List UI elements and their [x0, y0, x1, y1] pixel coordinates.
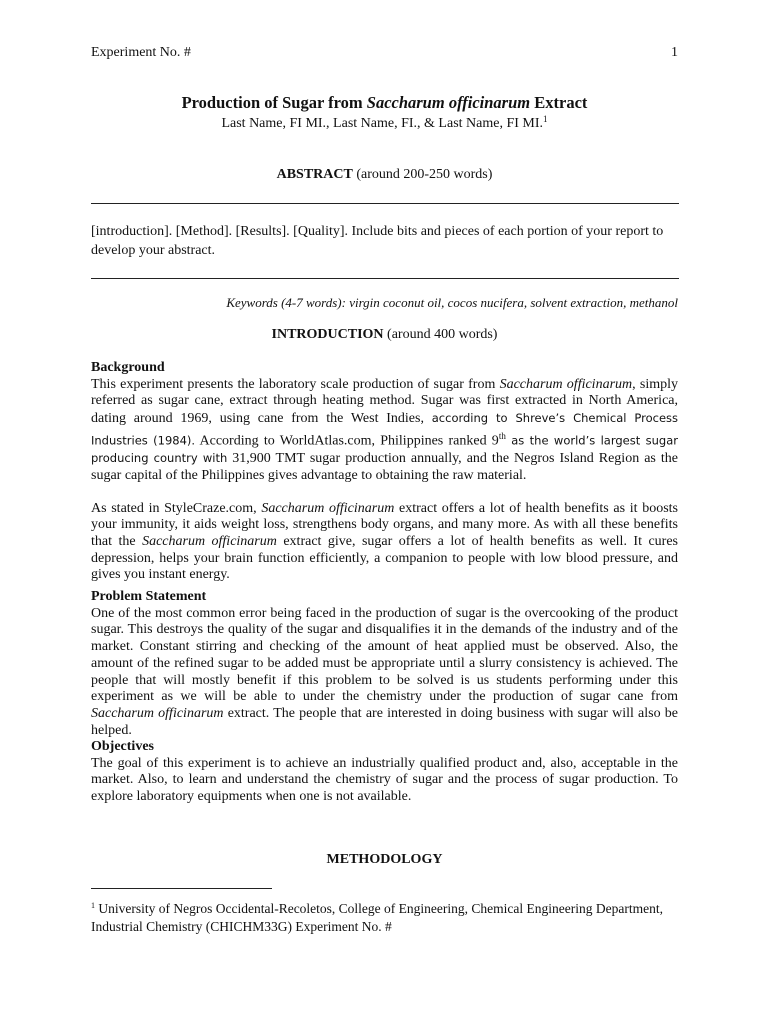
bg-p1-text-b: , simply referred as sugar cane, extract through heating method. Sugar was first extracted in North America, dating around 1969, using cane from the West Indies,	[91, 376, 678, 427]
background-heading: Background	[91, 360, 165, 375]
bg-p2-species-1: Saccharum officinarum	[261, 500, 395, 516]
methodology-heading: METHODOLOGY	[326, 852, 443, 867]
author-line	[91, 114, 678, 132]
abstract-note: (around 200-250 words)	[352, 167, 493, 182]
objectives-heading: Objectives	[91, 739, 154, 754]
author-footnote-marker: 1	[543, 114, 548, 124]
bg-p1-text-d: According to WorldAtlas.com, Philippines ranked 9	[195, 433, 499, 449]
background-paragraph-2	[91, 501, 678, 585]
bg-p2-text-a: As stated in StyleCraze.com,	[91, 500, 262, 516]
running-header	[91, 45, 678, 61]
bg-p1-ordinal: th	[498, 430, 506, 441]
page-number: 1	[671, 45, 678, 60]
bg-p1-text-f: 31,900 TMT sugar production annually, and the Negros Island Region as the sugar capital of the Philippines gives advantage to obtaining the raw material.	[91, 451, 679, 483]
objectives-paragraph: The goal of this experiment is to achieve an industrially qualified product and, also, acceptable in the market. Also, to learn and understand the chemistry of sugar and the process of sugar production. To explore laboratory equipments when one is not available.	[91, 755, 678, 805]
bg-p1-text-e: as the world’s largest sugar producing country with	[91, 433, 678, 466]
paper-title	[91, 93, 678, 113]
bg-p1-species: Saccharum officinarum	[499, 376, 633, 392]
problem-statement-paragraph	[91, 606, 678, 740]
footnote-marker: 1	[91, 901, 95, 910]
bg-p1-text-a: This experiment presents the laboratory scale production of sugar from	[91, 376, 500, 392]
author-names: Last Name, FI MI., Last Name, FI., & Last Name, FI MI.	[221, 116, 544, 131]
keywords-line: Keywords (4-7 words): virgin coconut oil, cocos nucifera, solvent extraction, methanol	[226, 295, 678, 310]
title-species: Saccharum officinarum	[366, 93, 531, 112]
footnote	[91, 897, 678, 936]
abstract-bottom-rule	[91, 278, 679, 279]
bg-p1-citation: according to Shreve’s Chemical Process Industries (1984).	[91, 411, 678, 448]
title-prefix: Production of Sugar from	[181, 93, 367, 112]
problem-statement-heading: Problem Statement	[91, 589, 207, 604]
footnote-separator	[91, 888, 272, 889]
problem-text-a: One of the most common error being faced in the production of sugar is the overcooking of the product sugar. This destroys the quality of the sugar and disqualifies it in the demands of the industry and of the market. Constant stirring and checking of the amount of heat applied must be observed. Also, the amount of the refined sugar to be added must be appropriate until a slurry consistency is achieved. The people that will mostly benefit if this problem to be solved is us students performing under this experiment as we will be able to under the chemistry under the production of sugar cane from	[91, 605, 678, 705]
abstract-heading	[91, 167, 678, 183]
problem-statement-section	[91, 589, 678, 739]
footnote-text: University of Negros Occidental-Recoletos, College of Engineering, Chemical Engineering Department, Industrial Chemistry (CHICHM33G) Experiment No. #	[91, 901, 663, 934]
abstract-body: [introduction]. [Method]. [Results]. [Quality]. Include bits and pieces of each portion of your report to develop your abstract.	[91, 224, 664, 258]
abstract-top-rule	[91, 203, 679, 204]
problem-species: Saccharum officinarum	[91, 705, 224, 721]
bg-p2-text-c: extract give, sugar offers a lot of health benefits as well. It cures depression, helps your brain function efficiently, a companion to people with low blood pressure, and gives you instant energy.	[91, 533, 678, 583]
background-section	[91, 360, 678, 584]
problem-text-b: extract. The people that are interested in doing business with sugar will also be helped.	[91, 705, 679, 738]
background-paragraph-1	[91, 377, 678, 485]
introduction-label: INTRODUCTION	[271, 327, 384, 342]
introduction-note: (around 400 words)	[383, 327, 498, 342]
abstract-label: ABSTRACT	[276, 167, 353, 182]
bg-p2-text-b: extract offers a lot of health benefits as it boosts your immunity, it aids weight loss, strengthens body organs, and many more. As with all these benefits that the	[91, 500, 678, 549]
introduction-heading	[91, 327, 678, 343]
header-experiment-label: Experiment No. #	[91, 45, 191, 60]
objectives-section	[91, 739, 678, 806]
bg-p2-species-2: Saccharum officinarum	[142, 533, 277, 549]
title-suffix: Extract	[530, 93, 588, 112]
